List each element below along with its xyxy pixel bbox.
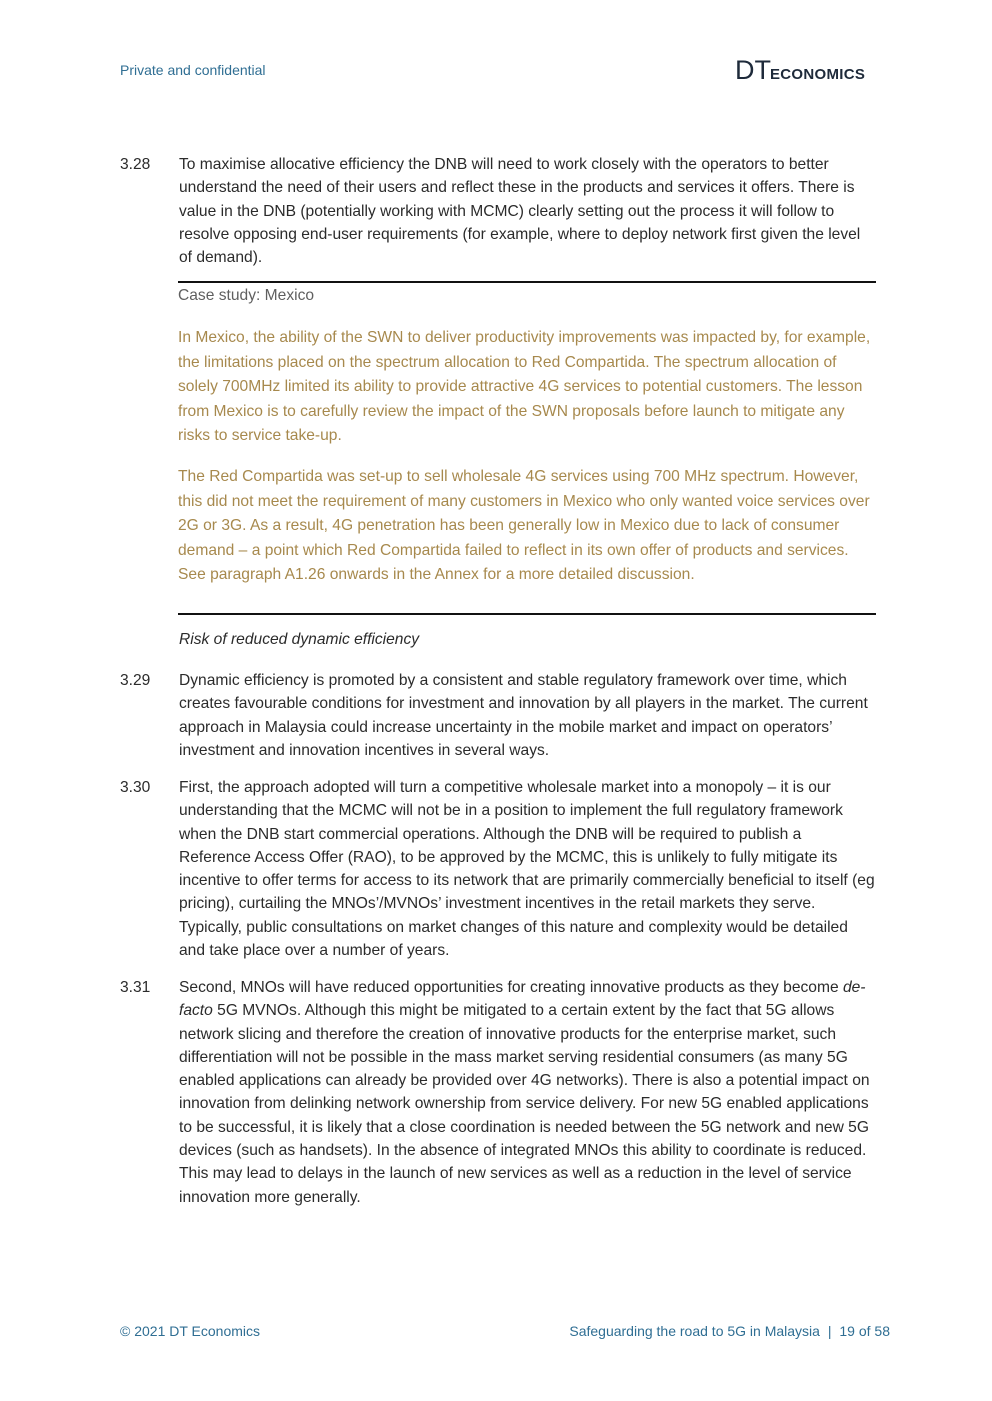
paragraph-3-28 xyxy=(120,153,876,269)
footer-copyright: © 2021 DT Economics xyxy=(120,1323,261,1339)
paragraph-text: Dynamic efficiency is promoted by a consistent and stable regulatory framework over time, which creates favourable conditions for investment and innovation by all players in the market. The current approach in Malaysia could increase uncertainty in the mobile market and impact on operators’ investment and innovation incentives in several ways. xyxy=(179,672,868,759)
italic-term: de-facto xyxy=(179,979,866,1020)
footer-page-info xyxy=(569,1323,890,1339)
footer-separator: | xyxy=(827,1323,832,1339)
footer-page-number: 19 of 58 xyxy=(839,1323,890,1339)
footer-doc-title: Safeguarding the road to 5G in Malaysia xyxy=(569,1323,820,1339)
text-part-2: 5G MVNOs. Although this might be mitigated to a certain extent by the fact that 5G allows network slicing and therefore the creation of innovative products for the enterprise market, such differentiation will not be possible in the mass market serving residential consumers (as many 5G enabled applications can already be provided over 4G networks). There is also a potential impact on innovation from delinking network ownership from service delivery. For new 5G enabled applications to be successful, it is likely that a close coordination is needed between the 5G network and new 5G devices (such as handsets). In the absence of integrated MNOs this ability to coordinate is reduced. This may lead to delays in the launch of new services as well as a reduction in the level of service innovation more generally. xyxy=(179,1002,870,1206)
paragraph-text: First, the approach adopted will turn a competitive wholesale market into a monopoly – it is our understanding that the MCMC will not be in a position to implement the full regulatory framework when the DNB start commercial operations. Although the DNB will be required to publish a Reference Access Offer (RAO), to be approved by the MCMC, this is unlikely to fully mitigate its incentive to offer terms for access to its network that are primarily commercially beneficial to itself (eg pricing), curtailing the MNOs’/MVNOs’ investment incentives in the retail markets they serve. Typically, public consultations on market changes of this nature and complexity would be detailed and take place over a number of years. xyxy=(179,779,875,960)
logo-dt: DT xyxy=(735,55,771,85)
text-part-1: Second, MNOs will have reduced opportunities for creating innovative products as they become xyxy=(179,979,843,996)
paragraph-3-29 xyxy=(120,669,876,762)
paragraph-3-30 xyxy=(120,776,876,962)
paragraph-text xyxy=(179,976,876,1209)
paragraph-text: To maximise allocative efficiency the DNB will need to work closely with the operators to better understand the need of their users and reflect these in the products and services it offers. There is value in the DNB (potentially working with MCMC) clearly setting out the process it will follow to resolve opposing end-user requirements (for example, where to deploy network first given the level of demand). xyxy=(179,156,861,267)
logo-economics: ECONOMICS xyxy=(770,66,866,83)
confidential-label: Private and confidential xyxy=(120,62,266,78)
case-study-paragraph-1: In Mexico, the ability of the SWN to deliver productivity improvements was impacted by, for example, the limitations placed on the spectrum allocation to Red Compartida. The spectrum allocation of solely 700MHz limited its ability to provide attractive 4G services to potential customers. The lesson from Mexico is to carefully review the impact of the SWN proposals before launch to mitigate any risks to service take-up. xyxy=(178,329,871,444)
paragraph-number: 3.30 xyxy=(120,779,151,796)
paragraph-number: 3.31 xyxy=(120,979,151,996)
case-study-paragraph-2: The Red Compartida was set-up to sell wholesale 4G services using 700 MHz spectrum. However, this did not meet the requirement of many customers in Mexico who only wanted voice services over 2G or 3G. As a result, 4G penetration has been generally low in Mexico due to lack of consumer demand – a point which Red Compartida failed to reflect in its own offer of products and services. See paragraph A1.26 onwards in the Annex for a more detailed discussion. xyxy=(178,468,870,583)
paragraph-number: 3.29 xyxy=(120,672,151,689)
paragraph-number: 3.28 xyxy=(120,156,151,173)
case-study-box xyxy=(178,281,876,615)
case-study-title: Case study: Mexico xyxy=(178,287,315,304)
paragraph-3-31 xyxy=(120,976,876,1209)
section-subheading: Risk of reduced dynamic efficiency xyxy=(179,631,420,648)
dt-economics-logo xyxy=(735,55,865,86)
